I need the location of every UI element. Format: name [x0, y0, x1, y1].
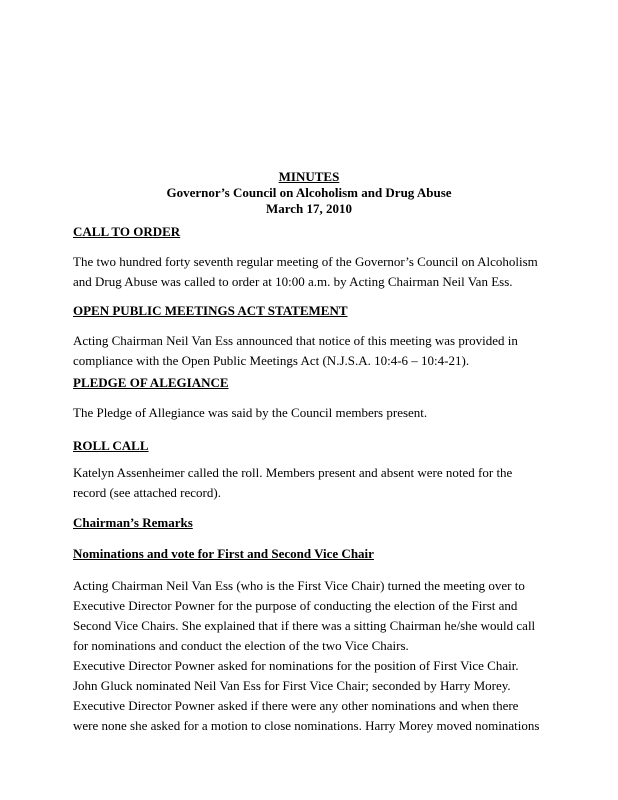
text-line: Acting Chairman Neil Van Ess announced that notice of this meeting was provided in — [73, 333, 518, 348]
document-header — [0, 169, 618, 217]
document-title: MINUTES — [278, 169, 340, 184]
chairmans-remarks-heading: Chairman’s Remarks — [73, 515, 193, 530]
open-meetings-text — [73, 331, 553, 371]
text-line: record (see attached record). — [73, 485, 221, 500]
call-to-order-heading: CALL TO ORDER — [73, 224, 181, 239]
text-line: Acting Chairman Neil Van Ess (who is the First Vice Chair) turned the meeting over to — [73, 578, 525, 593]
pledge-text — [73, 403, 553, 423]
text-line: The two hundred forty seventh regular meeting of the Governor’s Council on Alcoholism — [73, 254, 538, 269]
text-line: The Pledge of Allegiance was said by the Council members present. — [73, 405, 428, 420]
call-to-order-text — [73, 252, 553, 292]
open-meetings-heading: OPEN PUBLIC MEETINGS ACT STATEMENT — [73, 303, 348, 318]
text-line: John Gluck nominated Neil Van Ess for First Vice Chair; seconded by Harry Morey. — [73, 678, 511, 693]
text-line: Second Vice Chairs. She explained that if there was a sitting Chairman he/she would call — [73, 618, 536, 633]
roll-call-text — [73, 463, 553, 503]
text-line: Katelyn Assenheimer called the roll. Members present and absent were noted for the — [73, 465, 513, 480]
text-line: Executive Director Powner asked for nominations for the position of First Vice Chair. — [73, 658, 519, 673]
organization-name: Governor’s Council on Alcoholism and Drug Abuse — [166, 185, 452, 200]
pledge-heading: PLEDGE OF ALEGIANCE — [73, 375, 229, 390]
text-line: for nominations and conduct the election of the two Vice Chairs. — [73, 638, 409, 653]
text-line: Executive Director Powner asked if there were any other nominations and when there — [73, 698, 519, 713]
nominations-paragraph-1 — [73, 576, 553, 656]
text-line: and Drug Abuse was called to order at 10:00 a.m. by Acting Chairman Neil Van Ess. — [73, 274, 513, 289]
text-line: were none she asked for a motion to close nominations. Harry Morey moved nominations — [73, 718, 540, 733]
text-line: compliance with the Open Public Meetings Act (N.J.S.A. 10:4-6 – 10:4-21). — [73, 353, 470, 368]
meeting-date: March 17, 2010 — [265, 201, 353, 216]
text-line: Executive Director Powner for the purpose of conducting the election of the First and — [73, 598, 518, 613]
roll-call-heading: ROLL CALL — [73, 438, 149, 453]
nominations-heading: Nominations and vote for First and Second Vice Chair — [73, 546, 374, 561]
nominations-paragraph-2 — [73, 656, 553, 736]
